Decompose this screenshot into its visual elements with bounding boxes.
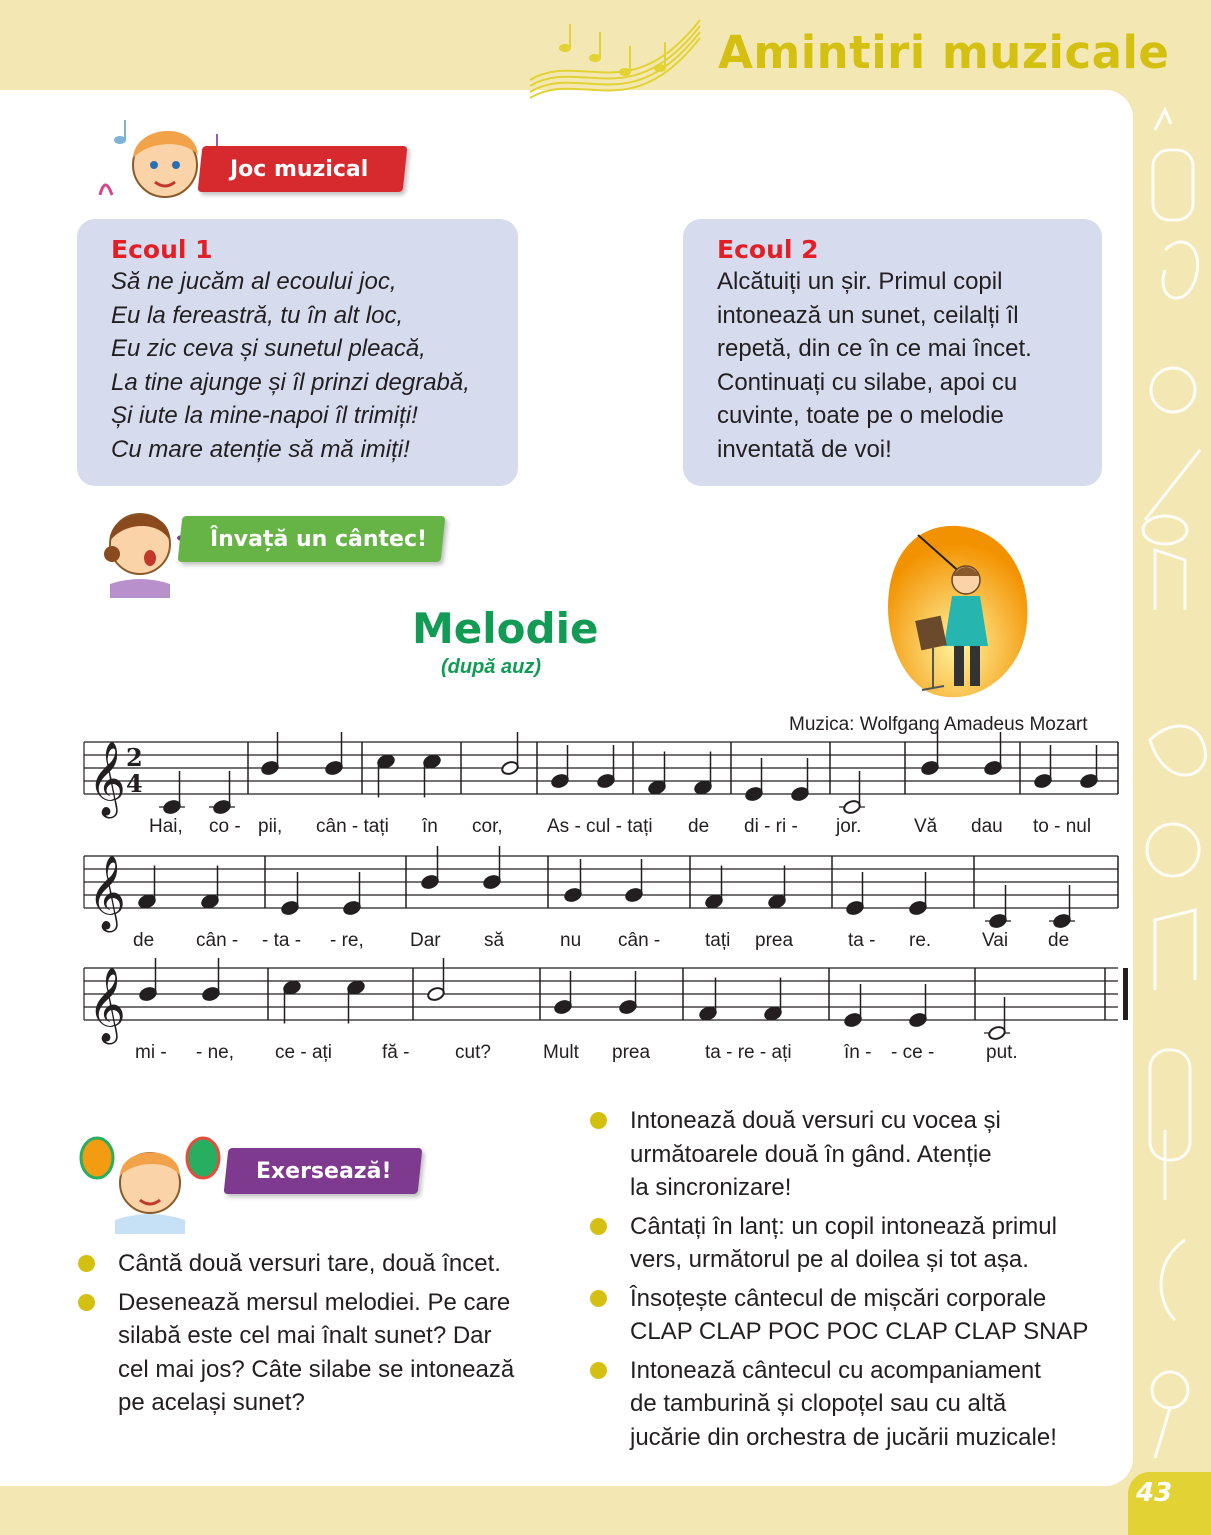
quarter-note (423, 754, 442, 770)
lyric-syllable: - re, (330, 930, 364, 951)
quarter-note (347, 980, 366, 996)
lyric-syllable: cor, (472, 816, 503, 837)
lyric-syllable: tați (705, 930, 731, 951)
lyric-syllable: prea (612, 1042, 651, 1063)
time-signature-bottom: 4 (126, 769, 143, 798)
bullet-item (590, 1104, 1125, 1205)
quarter-note (619, 999, 638, 1015)
treble-clef-icon: 𝄞 (88, 856, 126, 930)
lyric-syllable: ce - ați (275, 1042, 333, 1063)
quarter-note (844, 1012, 863, 1028)
quarter-note (343, 900, 362, 916)
lyric-syllable: re. (909, 930, 932, 951)
lyric-syllable: ta - (848, 930, 876, 951)
lyric-syllable: pii, (258, 816, 283, 837)
quarter-note (989, 913, 1008, 929)
ecoul2-line: Alcătuiți un șir. Primul copil (717, 268, 1003, 295)
quarter-note (564, 887, 583, 903)
bullet-item (590, 1354, 1125, 1455)
quarter-note (791, 786, 810, 802)
quarter-note (694, 780, 713, 796)
ecoul1-title: Ecoul 1 (111, 235, 213, 264)
bullet-text: Intonează cântecul cu acompaniament (630, 1356, 1041, 1384)
bullet-item (590, 1210, 1125, 1277)
ecoul1-line: Să ne jucăm al ecoului joc, (111, 268, 397, 295)
treble-clef-icon: 𝄞 (88, 968, 126, 1042)
bullet-dot-icon (590, 1362, 607, 1379)
bullet-text: Desenează mersul melodiei. Pe care (118, 1288, 511, 1316)
quarter-note (648, 780, 667, 796)
time-signature-top: 2 (126, 743, 143, 772)
quarter-note (625, 887, 644, 903)
lyric-syllable: de (688, 816, 710, 837)
ecoul1-line: Cu mare atenție să mă imiți! (111, 435, 410, 463)
lyric-syllable: Dar (410, 930, 441, 951)
quarter-note (909, 900, 928, 916)
bullet-dot-icon (590, 1218, 607, 1235)
song-subtitle: (după auz) (441, 656, 541, 678)
quarter-note (213, 799, 232, 815)
label-invata-cantec: Învață un cântec! (178, 516, 446, 562)
exercise-list-right (590, 1104, 1125, 1459)
bullet-text: Însoțește cântecul de mișcări corporale (630, 1284, 1047, 1312)
bullet-text: cel mai jos? Câte silabe se intonează (118, 1355, 515, 1383)
quarter-note (984, 760, 1003, 776)
quarter-note (745, 786, 764, 802)
quarter-note (909, 1012, 928, 1028)
lyric-syllable: jor. (836, 816, 862, 837)
bullet-text: la sincronizare! (630, 1174, 792, 1201)
quarter-note (1080, 773, 1099, 789)
quarter-note (261, 760, 280, 776)
quarter-note (699, 1006, 718, 1022)
ecoul1-line: La tine ajunge și îl prinzi degrabă, (111, 368, 470, 396)
song-title: Melodie (412, 604, 599, 653)
lyric-syllable: în (422, 816, 438, 837)
bullet-text: CLAP CLAP POC POC CLAP CLAP SNAP (630, 1318, 1089, 1345)
bullet-item (78, 1286, 558, 1420)
bullet-text: Cântă două versuri tare, două încet. (118, 1250, 501, 1277)
lyric-syllable: de (1048, 930, 1070, 951)
bullet-dot-icon (590, 1290, 607, 1307)
ecoul2-line: Continuați cu silabe, apoi cu (717, 368, 1018, 396)
lyric-syllable: co - (209, 816, 241, 837)
bullet-dot-icon (590, 1112, 607, 1129)
label-joc-muzical: Joc muzical (198, 146, 408, 192)
page-number: 43 (1136, 1478, 1173, 1508)
final-barline (1123, 968, 1128, 1020)
ecoul2-line: intonează un sunet, ceilalți îl (717, 301, 1019, 329)
lyric-syllable: dau (971, 816, 1003, 837)
half-note (501, 760, 520, 776)
lyric-syllable: în - (844, 1042, 872, 1063)
ecoul1-line: Și iute la mine-napoi îl trimiți! (111, 402, 418, 429)
lyric-syllable: să (484, 930, 505, 951)
half-note (843, 799, 862, 815)
quarter-note (1053, 913, 1072, 929)
quarter-note (846, 900, 865, 916)
quarter-note (201, 894, 220, 910)
treble-clef-icon: 𝄞 (88, 742, 126, 816)
lyric-syllable: prea (755, 930, 794, 951)
half-note (427, 986, 446, 1002)
lyric-syllable: Vai (982, 930, 1009, 951)
bullet-item (590, 1282, 1125, 1349)
ecoul2-line: cuvinte, toate pe o melodie (717, 402, 1004, 429)
quarter-note (421, 874, 440, 890)
lyric-syllable: fă - (382, 1042, 410, 1063)
lyric-syllable: - ce - (891, 1042, 935, 1063)
ecoul2-line: repetă, din ce în ce mai încet. (717, 335, 1032, 362)
song-composer: Muzica: Wolfgang Amadeus Mozart (789, 714, 1088, 735)
quarter-note (1034, 773, 1053, 789)
quarter-note (764, 1006, 783, 1022)
lyric-syllable: cân - tați (316, 816, 389, 837)
bullet-text: silabă este cel mai înalt sunet? Dar (118, 1322, 492, 1349)
quarter-note (281, 900, 300, 916)
quarter-note (554, 999, 573, 1015)
lyric-syllable: - ne, (196, 1042, 235, 1063)
bullet-text: de tamburină și clopoțel sau cu altă (630, 1390, 1007, 1417)
quarter-note (202, 986, 221, 1002)
quarter-note (138, 894, 157, 910)
lyric-syllable: cân - (618, 930, 661, 951)
lyric-syllable: cân - (196, 930, 239, 951)
quarter-note (551, 773, 570, 789)
lyric-syllable: Vă (914, 816, 938, 837)
bullet-text: Intonează două versuri cu vocea și (630, 1107, 1001, 1134)
bullet-text: pe același sunet? (118, 1389, 305, 1416)
bullet-dot-icon (78, 1294, 95, 1311)
lyric-syllable: Hai, (149, 816, 183, 837)
quarter-note (921, 760, 940, 776)
lyric-syllable: to - nul (1033, 816, 1092, 837)
lyric-syllable: As - cul - tați (547, 816, 653, 837)
quarter-note (768, 894, 787, 910)
quarter-note (139, 986, 158, 1002)
lyric-syllable: Mult (543, 1042, 579, 1063)
lyric-syllable: put. (986, 1042, 1018, 1063)
ecoul2-title: Ecoul 2 (717, 235, 819, 264)
bullet-item (78, 1247, 558, 1281)
bullet-dot-icon (78, 1255, 95, 1272)
quarter-note (283, 980, 302, 996)
ecoul2-line: inventată de voi! (717, 435, 892, 463)
half-note (988, 1025, 1007, 1041)
lyric-syllable: nu (560, 930, 582, 951)
quarter-note (597, 773, 616, 789)
quarter-note (325, 760, 344, 776)
lyric-syllable: mi - (135, 1042, 167, 1063)
header-title: Amintiri muzicale (718, 26, 1170, 79)
quarter-note (377, 754, 396, 770)
quarter-note (705, 894, 724, 910)
bullet-text: Cântați în lanț: un copil intonează primul (630, 1212, 1057, 1240)
lyric-syllable: de (133, 930, 155, 951)
bullet-text: jucărie din orchestra de jucării muzicale! (630, 1423, 1057, 1451)
ecoul1-line: Eu zic ceva și sunetul pleacă, (111, 335, 426, 362)
ecoul1-line: Eu la fereastră, tu în alt loc, (111, 301, 404, 329)
quarter-note (483, 874, 502, 890)
bullet-text: următoarele două în gând. Atenție (630, 1140, 992, 1168)
exercise-list-left (78, 1247, 558, 1425)
lyric-syllable: cut? (455, 1042, 491, 1063)
bullet-text: vers, următorul pe al doilea și tot așa. (630, 1246, 1029, 1273)
lyric-syllable: di - ri - (744, 816, 798, 837)
label-exerseaza: Exersează! (224, 1148, 423, 1194)
lyric-syllable: - ta - (262, 930, 302, 951)
quarter-note (163, 799, 182, 815)
lyric-syllable: ta - re - ați (705, 1042, 792, 1063)
